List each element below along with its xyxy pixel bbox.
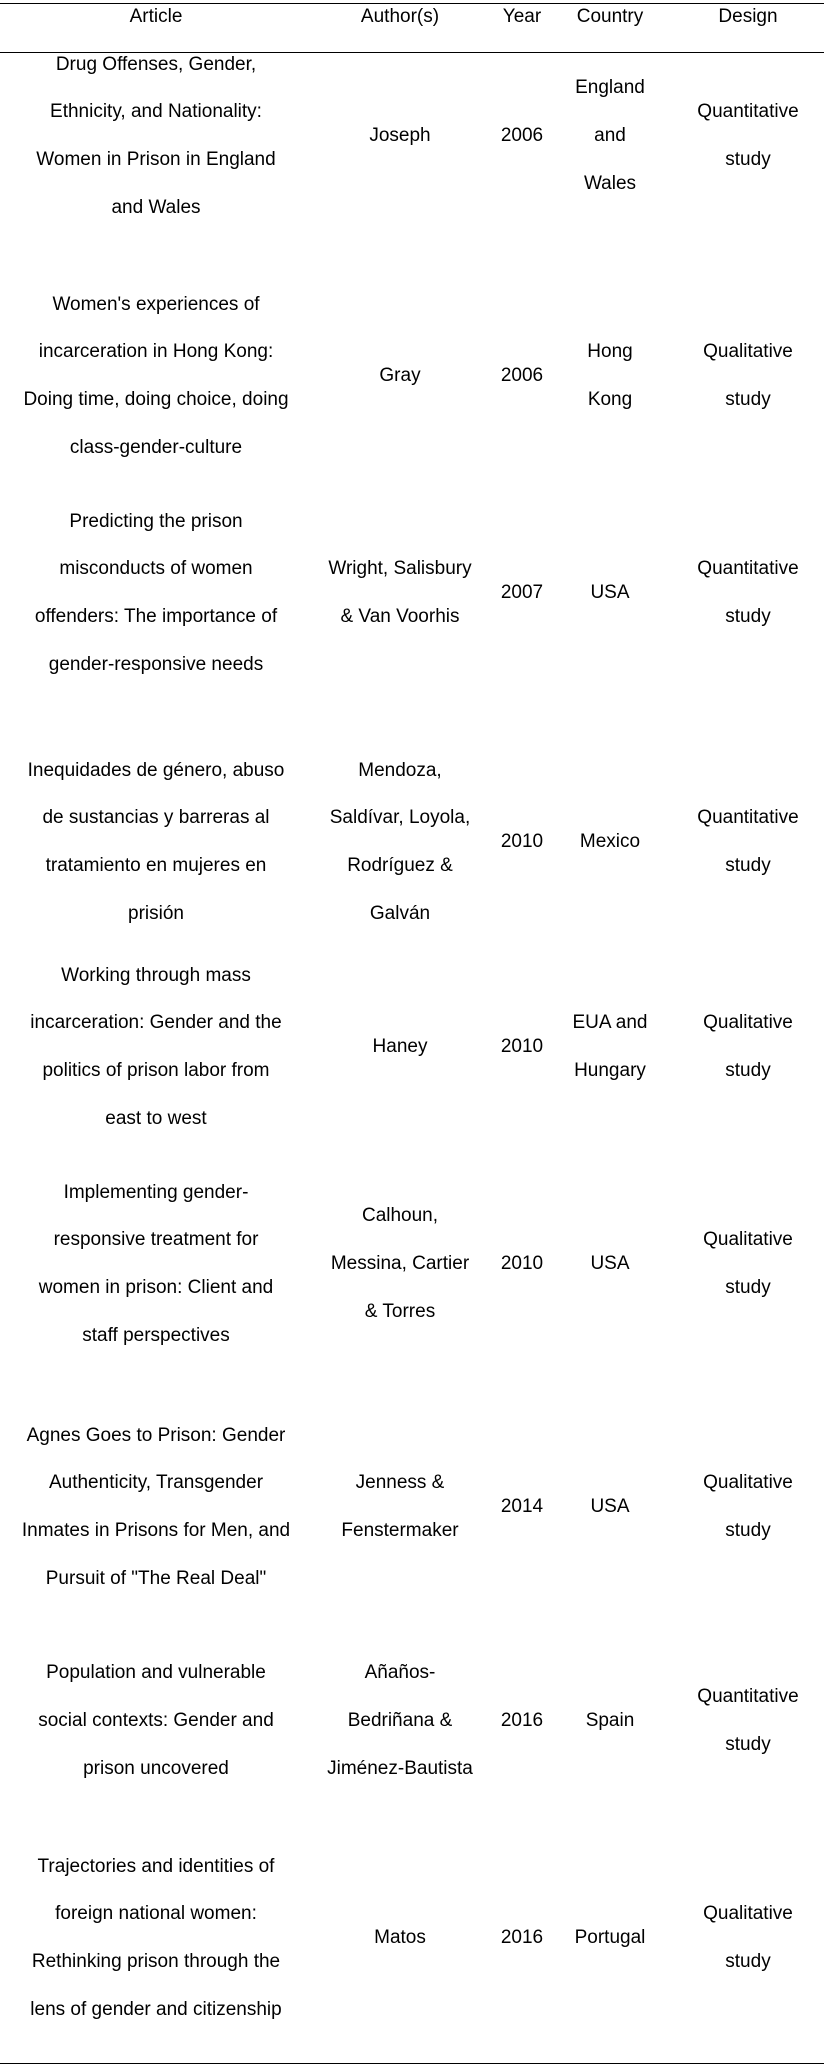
year-line: 2016 [500,1710,544,1732]
article-line: Implementing gender- [63,1181,249,1203]
cell-country [556,1808,664,2068]
article-line: offenders: The importance of [34,606,278,627]
cell-authors [310,463,490,723]
header-design: Design [718,6,778,27]
article-line: east to west [105,1107,207,1129]
cell-year [492,463,552,723]
design-line: study [725,389,771,410]
country-line: Hungary [574,1060,646,1081]
authors-line: Añaños- [364,1662,436,1684]
design-line: Quantitative [697,558,799,580]
authors-line: Haney [372,1036,428,1058]
year-line: 2010 [500,1253,544,1275]
article-line: responsive treatment for [53,1229,259,1251]
cell-design [672,463,824,723]
article-line: prison uncovered [83,1757,229,1779]
cell-country [556,6,664,266]
country-line: USA [590,582,630,604]
design-line: Qualitative [703,1903,793,1925]
country-line: Spain [585,1710,635,1732]
article-line: Women in Prison in England [36,149,276,170]
article-line: women in prison: Client and [38,1277,274,1298]
cell-article [3,1808,309,2068]
cell-article [3,1134,309,1394]
cell-authors [310,1808,490,2068]
article-line: tratamiento en mujeres en [45,855,267,876]
design-line: study [725,1951,771,1972]
country-line: USA [590,1253,630,1275]
year-line: 2010 [500,1036,544,1058]
cell-authors [310,6,490,266]
design-line: Qualitative [703,1012,793,1034]
authors-line: Bedriñana & [347,1710,453,1732]
header-authors: Author(s) [360,6,440,27]
article-line: Agnes Goes to Prison: Gender [26,1424,286,1446]
cell-article [3,6,309,266]
article-line: Rethinking prison through the [31,1951,281,1972]
article-line: Doing time, doing choice, doing [23,389,289,410]
design-line: study [725,1520,771,1541]
design-line: Quantitative [697,807,799,829]
design-line: study [725,149,771,170]
country-line: and [594,125,626,147]
article-line: Inmates in Prisons for Men, and [21,1520,291,1541]
cell-design [672,1808,824,2068]
article-line: de sustancias y barreras al [42,807,270,829]
cell-country [556,1134,664,1394]
article-line: Population and vulnerable [46,1662,266,1684]
cell-authors [310,1134,490,1394]
cell-design [672,6,824,266]
design-line: study [725,1060,771,1081]
article-line: gender-responsive needs [48,653,264,675]
authors-line: Jenness & [355,1472,445,1494]
article-line: Trajectories and identities of [37,1855,275,1877]
authors-line: Gray [379,365,421,387]
authors-line: & Torres [364,1300,436,1322]
year-line: 2016 [500,1927,544,1949]
year-line: 2014 [500,1496,544,1518]
authors-line: Rodríguez & [347,855,453,876]
cell-year [492,1808,552,2068]
article-line: social contexts: Gender and [38,1710,274,1732]
authors-line: Matos [374,1927,426,1949]
authors-line: Fenstermaker [341,1520,459,1541]
authors-line: Mendoza, [358,759,442,781]
design-line: Qualitative [703,1229,793,1251]
article-line: prisión [128,902,184,924]
authors-line: Galván [369,902,431,924]
design-line: Qualitative [703,341,793,363]
article-line: incarceration in Hong Kong: [38,341,274,363]
authors-line: Joseph [369,125,431,147]
cell-year [492,6,552,266]
article-line: Working through mass [61,964,251,986]
header-year: Year [502,6,542,27]
article-line: staff perspectives [82,1324,230,1346]
header-country: Country [576,6,644,27]
design-line: study [725,1734,771,1755]
article-line: Women's experiences of [52,293,260,315]
country-line: Wales [583,172,637,194]
article-line: and Wales [111,196,201,218]
year-line: 2006 [500,125,544,147]
article-line: Pursuit of "The Real Deal" [45,1567,267,1589]
design-line: Qualitative [703,1472,793,1494]
article-line: foreign national women: [55,1903,257,1925]
article-line: Ethnicity, and Nationality: [50,101,262,123]
authors-line: Calhoun, [361,1205,439,1227]
article-line: politics of prison labor from [42,1060,270,1081]
article-line: Authenticity, Transgender [48,1472,264,1494]
cell-year [492,1134,552,1394]
authors-line: & Van Voorhis [340,606,460,627]
authors-line: Jiménez-Bautista [327,1757,473,1779]
cell-country [556,463,664,723]
article-line: Drug Offenses, Gender, [55,53,257,75]
year-line: 2010 [500,831,544,853]
country-line: Kong [587,389,633,410]
authors-line: Wright, Salisbury [328,558,472,580]
authors-line: Messina, Cartier [330,1253,470,1275]
year-line: 2007 [500,582,544,604]
article-line: Inequidades de género, abuso [27,759,285,781]
country-line: USA [590,1496,630,1518]
cell-article [3,463,309,723]
country-line: Portugal [574,1927,646,1949]
article-line: class-gender-culture [69,436,243,458]
article-line: misconducts of women [59,558,253,580]
country-line: Mexico [579,831,641,853]
design-line: study [725,855,771,876]
design-line: Quantitative [697,101,799,123]
header-article: Article [129,6,183,27]
cell-design [672,1134,824,1394]
authors-line: Saldívar, Loyola, [329,807,471,829]
article-line: lens of gender and citizenship [30,1998,282,2020]
country-line: Hong [587,341,633,363]
article-line: incarceration: Gender and the [30,1012,282,1034]
article-line: Predicting the prison [69,510,243,532]
design-line: study [725,606,771,627]
country-line: EUA and [572,1012,648,1034]
design-line: Quantitative [697,1686,799,1708]
year-line: 2006 [500,365,544,387]
design-line: study [725,1277,771,1298]
country-line: England [575,77,645,99]
